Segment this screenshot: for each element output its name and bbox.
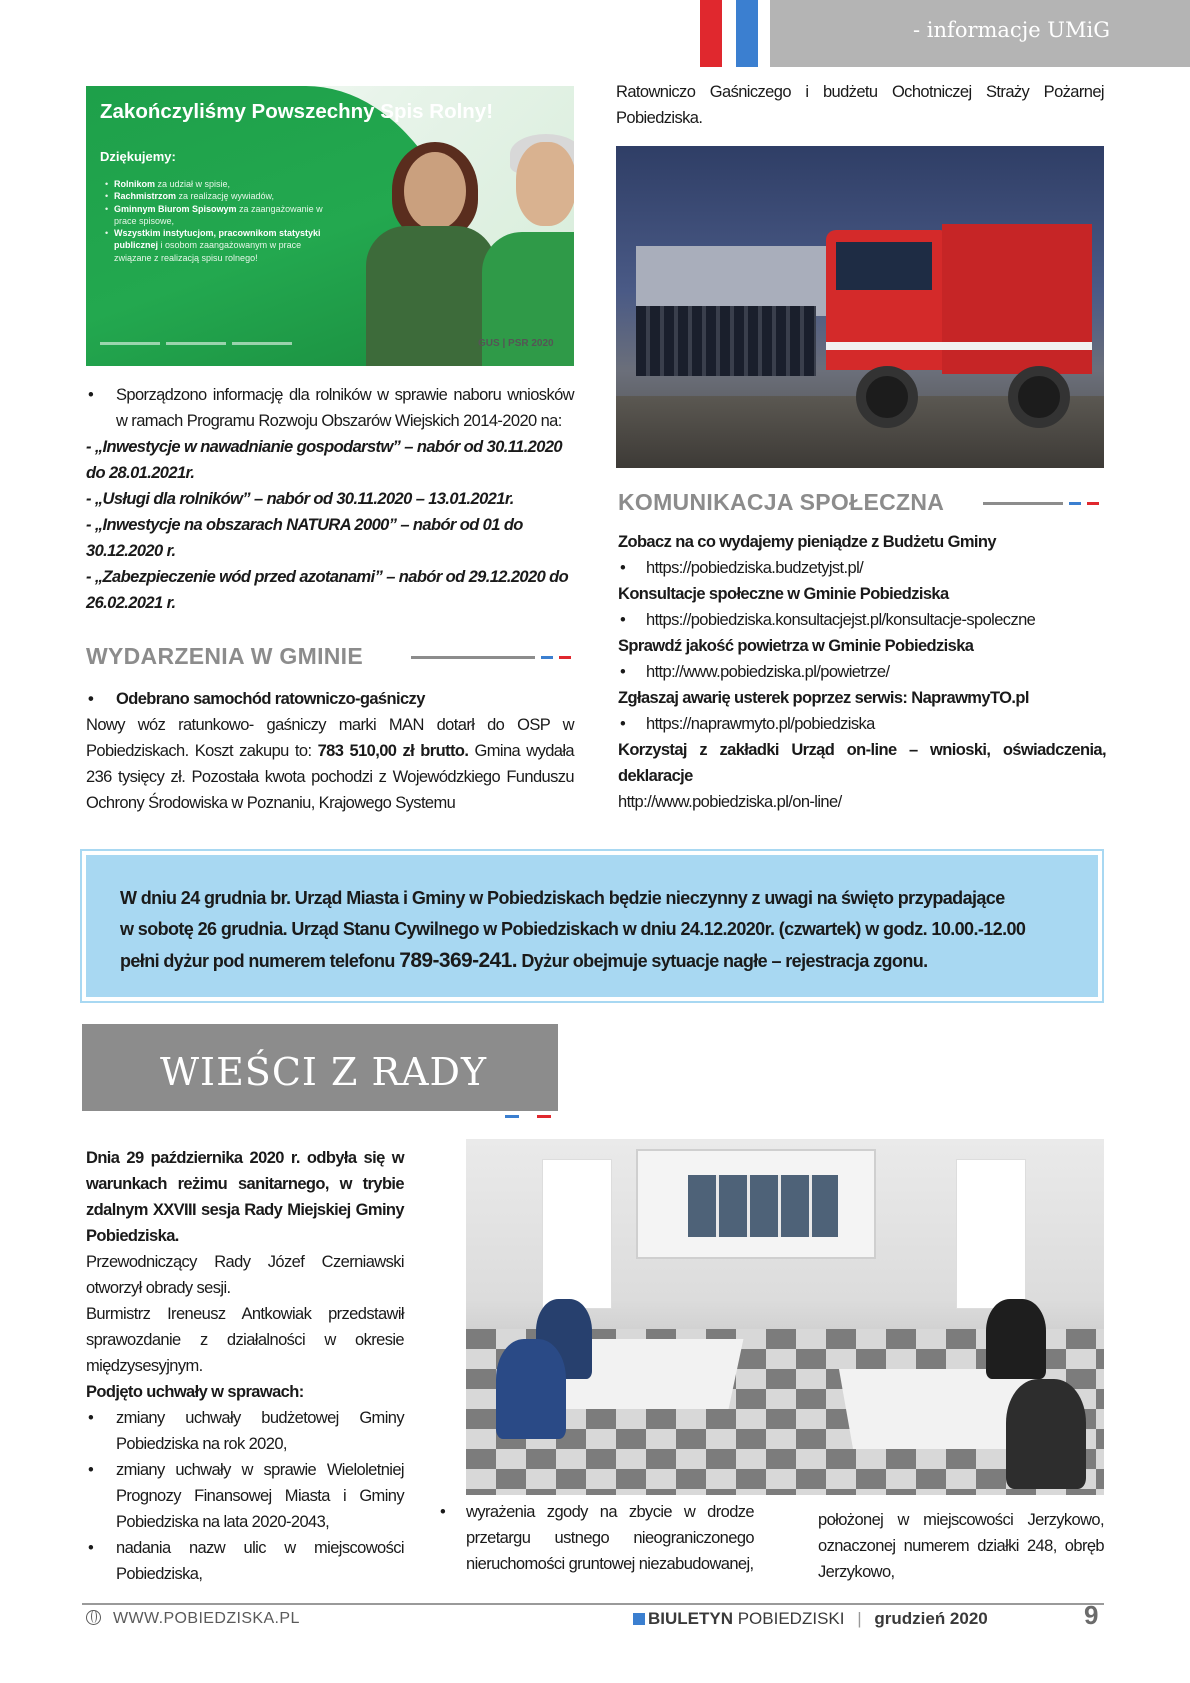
article-continuation: Ratowniczo Gaśniczego i budżetu Ochotniczej Straży Pożarnej Pobiedziska. — [616, 83, 1104, 127]
comm-heading: KOMUNIKACJA SPOŁECZNA — [618, 489, 945, 515]
brand-square-icon — [633, 1613, 645, 1625]
comm-item-link[interactable]: • https://pobiedziska.konsultacjejst.pl/konsultacje-spoleczne — [620, 611, 1036, 629]
crowd — [636, 306, 816, 376]
comm-item-title: Zgłaszaj awarię usterek poprzez serwis: NaprawmyTO.pl — [618, 689, 1029, 707]
event-body: Nowy wóz ratunkowo- gaśniczy marki MAN dotarł do OSP w Pobiedziskach. Koszt zakupu to: 783 510,00 zł brutto. Gmina wydała 236 tysięcy zł. Pozostała kwota pochodzi z Wojewódzkiego Funduszu Ochrony Środowiska w Poznaniu, Krajowego Systemu — [86, 716, 575, 812]
heading-rule-red — [1087, 502, 1099, 505]
heading-rule-red — [559, 656, 571, 659]
event-article — [86, 686, 574, 816]
man-face — [516, 142, 574, 226]
header-blue-stripe — [736, 0, 758, 67]
section-label: - informacje UMiG — [913, 18, 1110, 42]
council-section-title: WIEŚCI Z RADY — [160, 1050, 488, 1094]
notice-text: W dniu 24 grudnia br. Urząd Miasta i Gminy w Pobiedziskach będzie nieczynny z uwagi na święto przypadające w sobotę 26 grudnia. Urząd Stanu Cywilnego w Pobiedziskach w dniu 24.12.2020r. (czwartek) w godz. 10.00.-12.00 pełni dyżur pod numerem telefonu 789-369-241. Dyżur obejmuje sytuacje nagłe – rejestracja zgonu. — [120, 888, 1026, 972]
comm-item-title: Zobacz na co wydajemy pieniądze z Budżetu Gminy — [618, 533, 996, 551]
footer-brand: BIULETYN POBIEDZISKI | grudzień 2020 — [633, 1609, 988, 1629]
census-title: Zakończyliśmy Powszechny Spis Rolny! — [100, 100, 494, 123]
comm-list — [618, 529, 1106, 815]
banner-rule-red — [537, 1115, 551, 1118]
council-lead: Dnia 29 października 2020 r. odbyła się w warunkach reżimu sanitarnego, w trybie zdalnym XXVIII sesja Rady Miejskiej Gminy Pobiedziska. — [86, 1149, 404, 1245]
globe-icon — [86, 1610, 101, 1625]
census-item: • Gminnym Biurom Spisowym za zaangażowanie w prace spisowe, — [114, 203, 334, 228]
heading-rule — [983, 502, 1063, 505]
event-cost: 783 510,00 zł brutto. — [317, 742, 469, 760]
resolution-item: • nadania nazw ulic w miejscowości Pobiedziska, — [88, 1539, 404, 1583]
census-thanks-list — [114, 178, 334, 264]
banner-rule-blue — [505, 1115, 519, 1118]
call-item: - „Inwestycje w nawadnianie gospodarstw” – nabór od 30.11.2020 do 28.01.2021r. — [86, 438, 562, 482]
issue-date: grudzień 2020 — [874, 1609, 988, 1628]
comm-item-title: Sprawdź jakość powietrza w Gminie Pobiedziska — [618, 637, 974, 655]
prow-calls — [86, 434, 574, 616]
online-link[interactable]: http://www.pobiedziska.pl/on-line/ — [618, 793, 842, 811]
truck-stripe — [826, 342, 1092, 350]
bullet: • — [88, 386, 94, 404]
call-item: - „Inwestycje na obszarach NATURA 2000” – nabór od 01 do 30.12.2020 r. — [86, 516, 523, 560]
projection-screen — [636, 1149, 876, 1259]
events-heading: WYDARZENIA W GMINIE — [86, 643, 363, 669]
phone-number: 789-369-241. — [399, 949, 517, 972]
person — [986, 1299, 1046, 1379]
footer-rule — [82, 1603, 1104, 1605]
census-image — [86, 86, 574, 366]
heading-rule-blue — [1069, 502, 1081, 505]
council-p2: Burmistrz Ireneusz Antkowiak przedstawił sprawozdanie z działalności w okresie międzysesyjnym. — [86, 1305, 404, 1375]
census-item: • Wszystkim instytucjom, pracownikom statystyki publicznej i osobom zaangażowanym w prace związane z realizacją spisu rolnego! — [114, 227, 334, 264]
person — [1006, 1379, 1086, 1489]
census-item: • Rachmistrzom za realizację wywiadów, — [114, 190, 334, 202]
heading-rule — [411, 656, 535, 659]
fire-truck-photo — [616, 146, 1104, 468]
call-item: - „Usługi dla rolników” – nabór od 30.11.2020 – 13.01.2021r. — [86, 490, 514, 508]
coat-of-arms-banner — [956, 1159, 1026, 1309]
online-title: Korzystaj z zakładki Urząd on-line – wnioski, oświadczenia, deklaracje — [618, 741, 1106, 785]
comm-item-title: Konsultacje społeczne w Gminie Pobiedziska — [618, 585, 949, 603]
header-red-stripe — [700, 0, 722, 67]
page-number: 9 — [1084, 1600, 1099, 1630]
call-item: - „Zabezpieczenie wód przed azotanami” – nabór od 29.12.2020 do 26.02.2021 r. — [86, 568, 569, 612]
truck-windshield — [836, 242, 932, 290]
heading-rule-blue — [541, 656, 553, 659]
council-article — [86, 1145, 404, 1587]
census-thanks: Dziękujemy: — [100, 149, 176, 164]
comm-item-link[interactable]: • http://www.pobiedziska.pl/powietrze/ — [620, 663, 890, 681]
comm-item-link[interactable]: • https://naprawmyto.pl/pobiedziska — [620, 715, 875, 733]
resolution-mid: • wyrażenia zgody na zbycie w drodze przetargu ustnego nieograniczonego nieruchomości gruntowej niezabudowanej, — [440, 1503, 754, 1573]
council-p1: Przewodniczący Rady Józef Czerniawski otworzył obrady sesji. — [86, 1253, 404, 1297]
truck-wheel — [856, 366, 918, 428]
resolution-item: • zmiany uchwały w sprawie Wieloletniej Prognozy Finansowej Miasta i Gminy Pobiedziska na lata 2020-2043, — [88, 1461, 404, 1531]
resolution-item: • zmiany uchwały budżetowej Gminy Pobiedziska na rok 2020, — [88, 1409, 404, 1453]
prow-intro: • Sporządzono informację dla rolników w sprawie naboru wniosków w ramach Programu Rozwoju Obszarów Wiejskich 2014-2020 na: — [86, 382, 574, 434]
footer-website[interactable]: WWW.POBIEDZISKA.PL — [86, 1610, 300, 1628]
truck-wheel — [1008, 366, 1070, 428]
census-item: • Rolnikom za udział w spisie, — [114, 178, 334, 190]
event-title: • Odebrano samochód ratowniczo-gaśniczy — [88, 690, 425, 708]
woman-body — [366, 226, 496, 366]
census-social-links — [100, 335, 320, 357]
resolution-right: położonej w miejscowości Jerzykowo, oznaczonej numerem działki 248, obręb Jerzykowo, — [818, 1511, 1104, 1581]
truck-body — [942, 224, 1092, 374]
resolutions-title: Podjęto uchwały w sprawach: — [86, 1383, 304, 1401]
woman-face — [404, 152, 466, 230]
gus-logo: GUS | PSR 2020 — [478, 338, 554, 349]
comm-item-link[interactable]: • https://pobiedziska.budzetyjst.pl/ — [620, 559, 864, 577]
rollup-banner — [542, 1159, 612, 1309]
council-session-photo — [466, 1139, 1104, 1495]
person — [496, 1339, 566, 1439]
